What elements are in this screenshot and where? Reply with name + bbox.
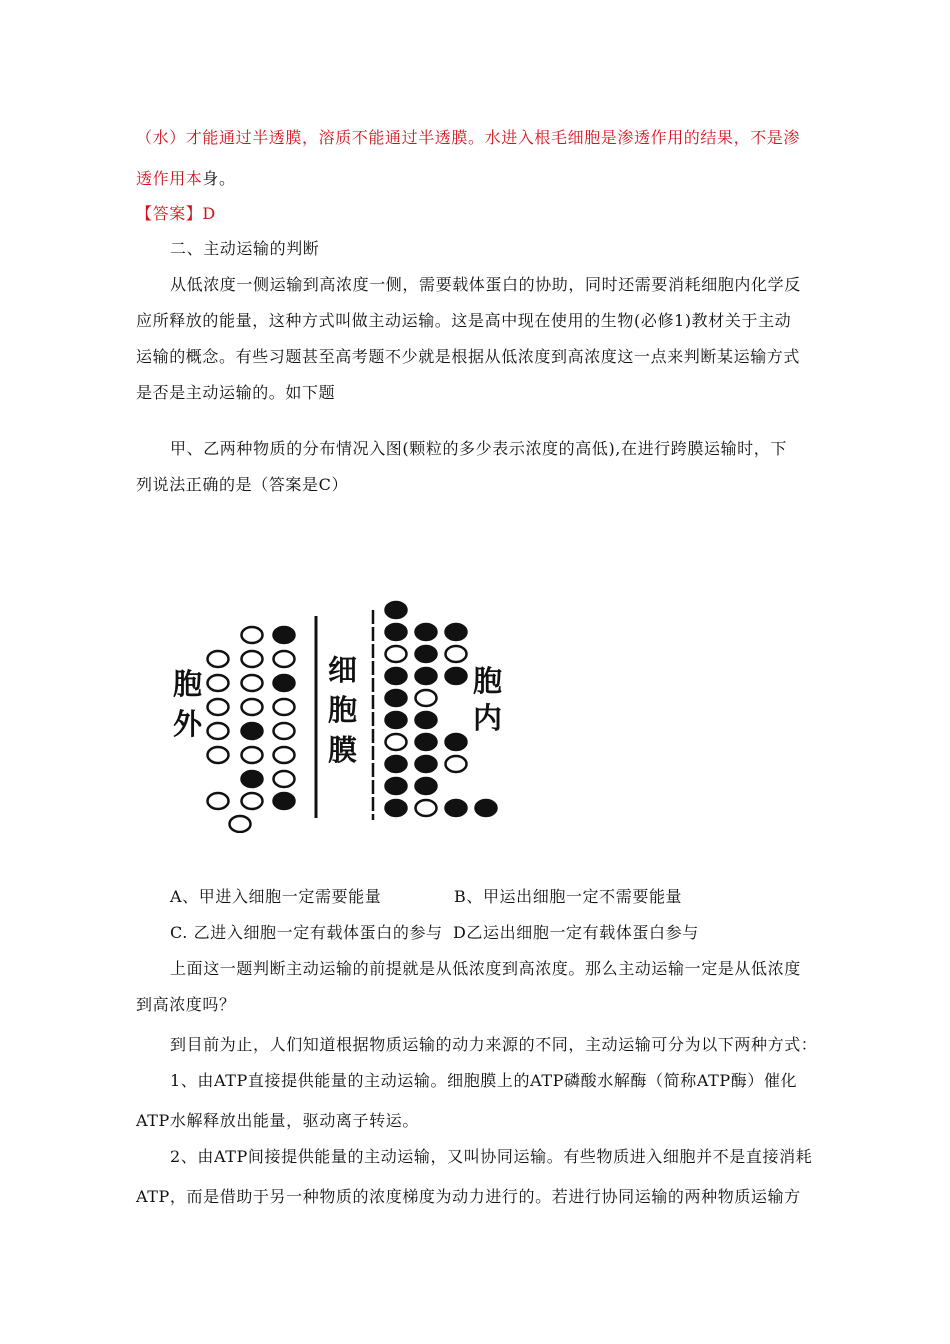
outside-filled-particle [274, 793, 295, 809]
paragraph-1-line-3: 运输的概念。有些习题甚至高考题不少就是根据从低浓度到高浓度这一点来判断某运输方式 [136, 347, 801, 366]
paragraph-6-line-2: ATP，而是借助于另一种物质的浓度梯度为动力进行的。若进行协同运输的两种物质运输方 [136, 1187, 801, 1206]
outside-open-particle [274, 747, 295, 763]
answer-label: 【答案】 [136, 204, 203, 223]
outside-open-particle [208, 793, 229, 809]
paragraph-2-line-2: 列说法正确的是（答案是C） [136, 475, 349, 494]
label-outside-1: 胞 [173, 667, 203, 701]
red-text-segment: 透作用本 [136, 169, 203, 188]
inside-open-particle [386, 646, 407, 662]
inside-filled-particle [386, 668, 407, 684]
inside-open-particle [446, 646, 467, 662]
outside-open-particle [242, 651, 263, 667]
outside-open-particle [208, 747, 229, 763]
black-text-segment: 身。 [202, 169, 236, 188]
outside-open-particle [208, 723, 229, 739]
outside-open-particle [242, 675, 263, 691]
inside-filled-particle [386, 690, 407, 706]
label-inside-2: 内 [473, 701, 503, 735]
label-inside-1: 胞 [473, 664, 503, 698]
outside-open-particle [208, 699, 229, 715]
outside-open-particle [274, 651, 295, 667]
outside-open-particle [274, 723, 295, 739]
outside-open-particle [242, 793, 263, 809]
paragraph-1-line-2: 应所释放的能量，这种方式叫做主动运输。这是高中现在使用的生物(必修1)教材关于主动 [136, 311, 792, 330]
option-d: D乙运出细胞一定有载体蛋白参与 [453, 923, 699, 942]
label-membrane-3: 膜 [328, 733, 358, 767]
membrane-transport-figure [168, 588, 538, 833]
outside-filled-particle [242, 771, 263, 787]
inside-open-particle [416, 690, 437, 706]
outside-open-particle [242, 699, 263, 715]
inside-filled-particle [446, 800, 467, 816]
paragraph-4: 到目前为止，人们知道根据物质运输的动力来源的不同，主动运输可分为以下两种方式： [170, 1035, 818, 1054]
outside-filled-particle [274, 627, 295, 643]
inside-filled-particle [476, 800, 497, 816]
inside-filled-particle [416, 668, 437, 684]
inside-filled-particle [416, 624, 437, 640]
paragraph-5-line-2: ATP水解释放出能量，驱动离子转运。 [136, 1111, 419, 1130]
inside-filled-particle [386, 800, 407, 816]
inside-filled-particle [416, 756, 437, 772]
inside-filled-particle [446, 624, 467, 640]
option-c: C. 乙进入细胞一定有载体蛋白的参与 [170, 923, 443, 942]
outside-open-particle [230, 816, 251, 832]
paragraph-6-line-1: 2、由ATP间接提供能量的主动运输，又叫协同运输。有些物质进入细胞并不是直接消耗 [170, 1147, 813, 1166]
section-heading: 二、主动运输的判断 [170, 239, 320, 258]
option-b: B、甲运出细胞一定不需要能量 [454, 887, 683, 906]
paragraph-5-line-1: 1、由ATP直接提供能量的主动运输。细胞膜上的ATP磷酸水解酶（简称ATP酶）催化 [170, 1071, 798, 1090]
answer-line [136, 203, 216, 225]
inside-open-particle [386, 734, 407, 750]
label-outside-2: 外 [173, 707, 203, 741]
inside-filled-particle [386, 756, 407, 772]
inside-filled-particle [416, 734, 437, 750]
inside-filled-particle [386, 778, 407, 794]
outside-open-particle [242, 747, 263, 763]
inside-filled-particle [416, 712, 437, 728]
inside-filled-particle [446, 668, 467, 684]
outside-open-particle [208, 675, 229, 691]
red-text-line-1: （水）才能通过半透膜，溶质不能通过半透膜。水进入根毛细胞是渗透作用的结果，不是渗 [136, 128, 801, 147]
inside-open-particle [446, 756, 467, 772]
paragraph-1-line-1: 从低浓度一侧运输到高浓度一侧，需要载体蛋白的协助，同时还需要消耗细胞内化学反 [170, 275, 801, 294]
paragraph-2-line-1: 甲、乙两种物质的分布情况入图(颗粒的多少表示浓度的高低),在进行跨膜运输时，下 [170, 439, 787, 458]
outside-filled-particle [274, 675, 295, 691]
outside-open-particle [274, 771, 295, 787]
inside-open-particle [416, 800, 437, 816]
inside-filled-particle [386, 624, 407, 640]
outside-open-particle [242, 627, 263, 643]
paragraph-3-line-1: 上面这一题判断主动运输的前提就是从低浓度到高浓度。那么主动运输一定是从低浓度 [170, 959, 801, 978]
outside-filled-particle [242, 723, 263, 739]
option-a: A、甲进入细胞一定需要能量 [170, 887, 382, 906]
answer-value: D [202, 204, 216, 223]
inside-filled-particle [416, 646, 437, 662]
outside-open-particle [274, 699, 295, 715]
inside-filled-particle [386, 712, 407, 728]
inside-filled-particle [446, 734, 467, 750]
paragraph-3-line-2: 到高浓度吗？ [136, 995, 236, 1014]
label-membrane-2: 胞 [328, 693, 358, 727]
red-text-line-2 [136, 168, 236, 190]
inside-filled-particle [386, 602, 407, 618]
paragraph-1-line-4: 是否是主动运输的。如下题 [136, 383, 336, 402]
inside-filled-particle [416, 778, 437, 794]
label-membrane-1: 细 [328, 653, 358, 687]
outside-open-particle [208, 651, 229, 667]
